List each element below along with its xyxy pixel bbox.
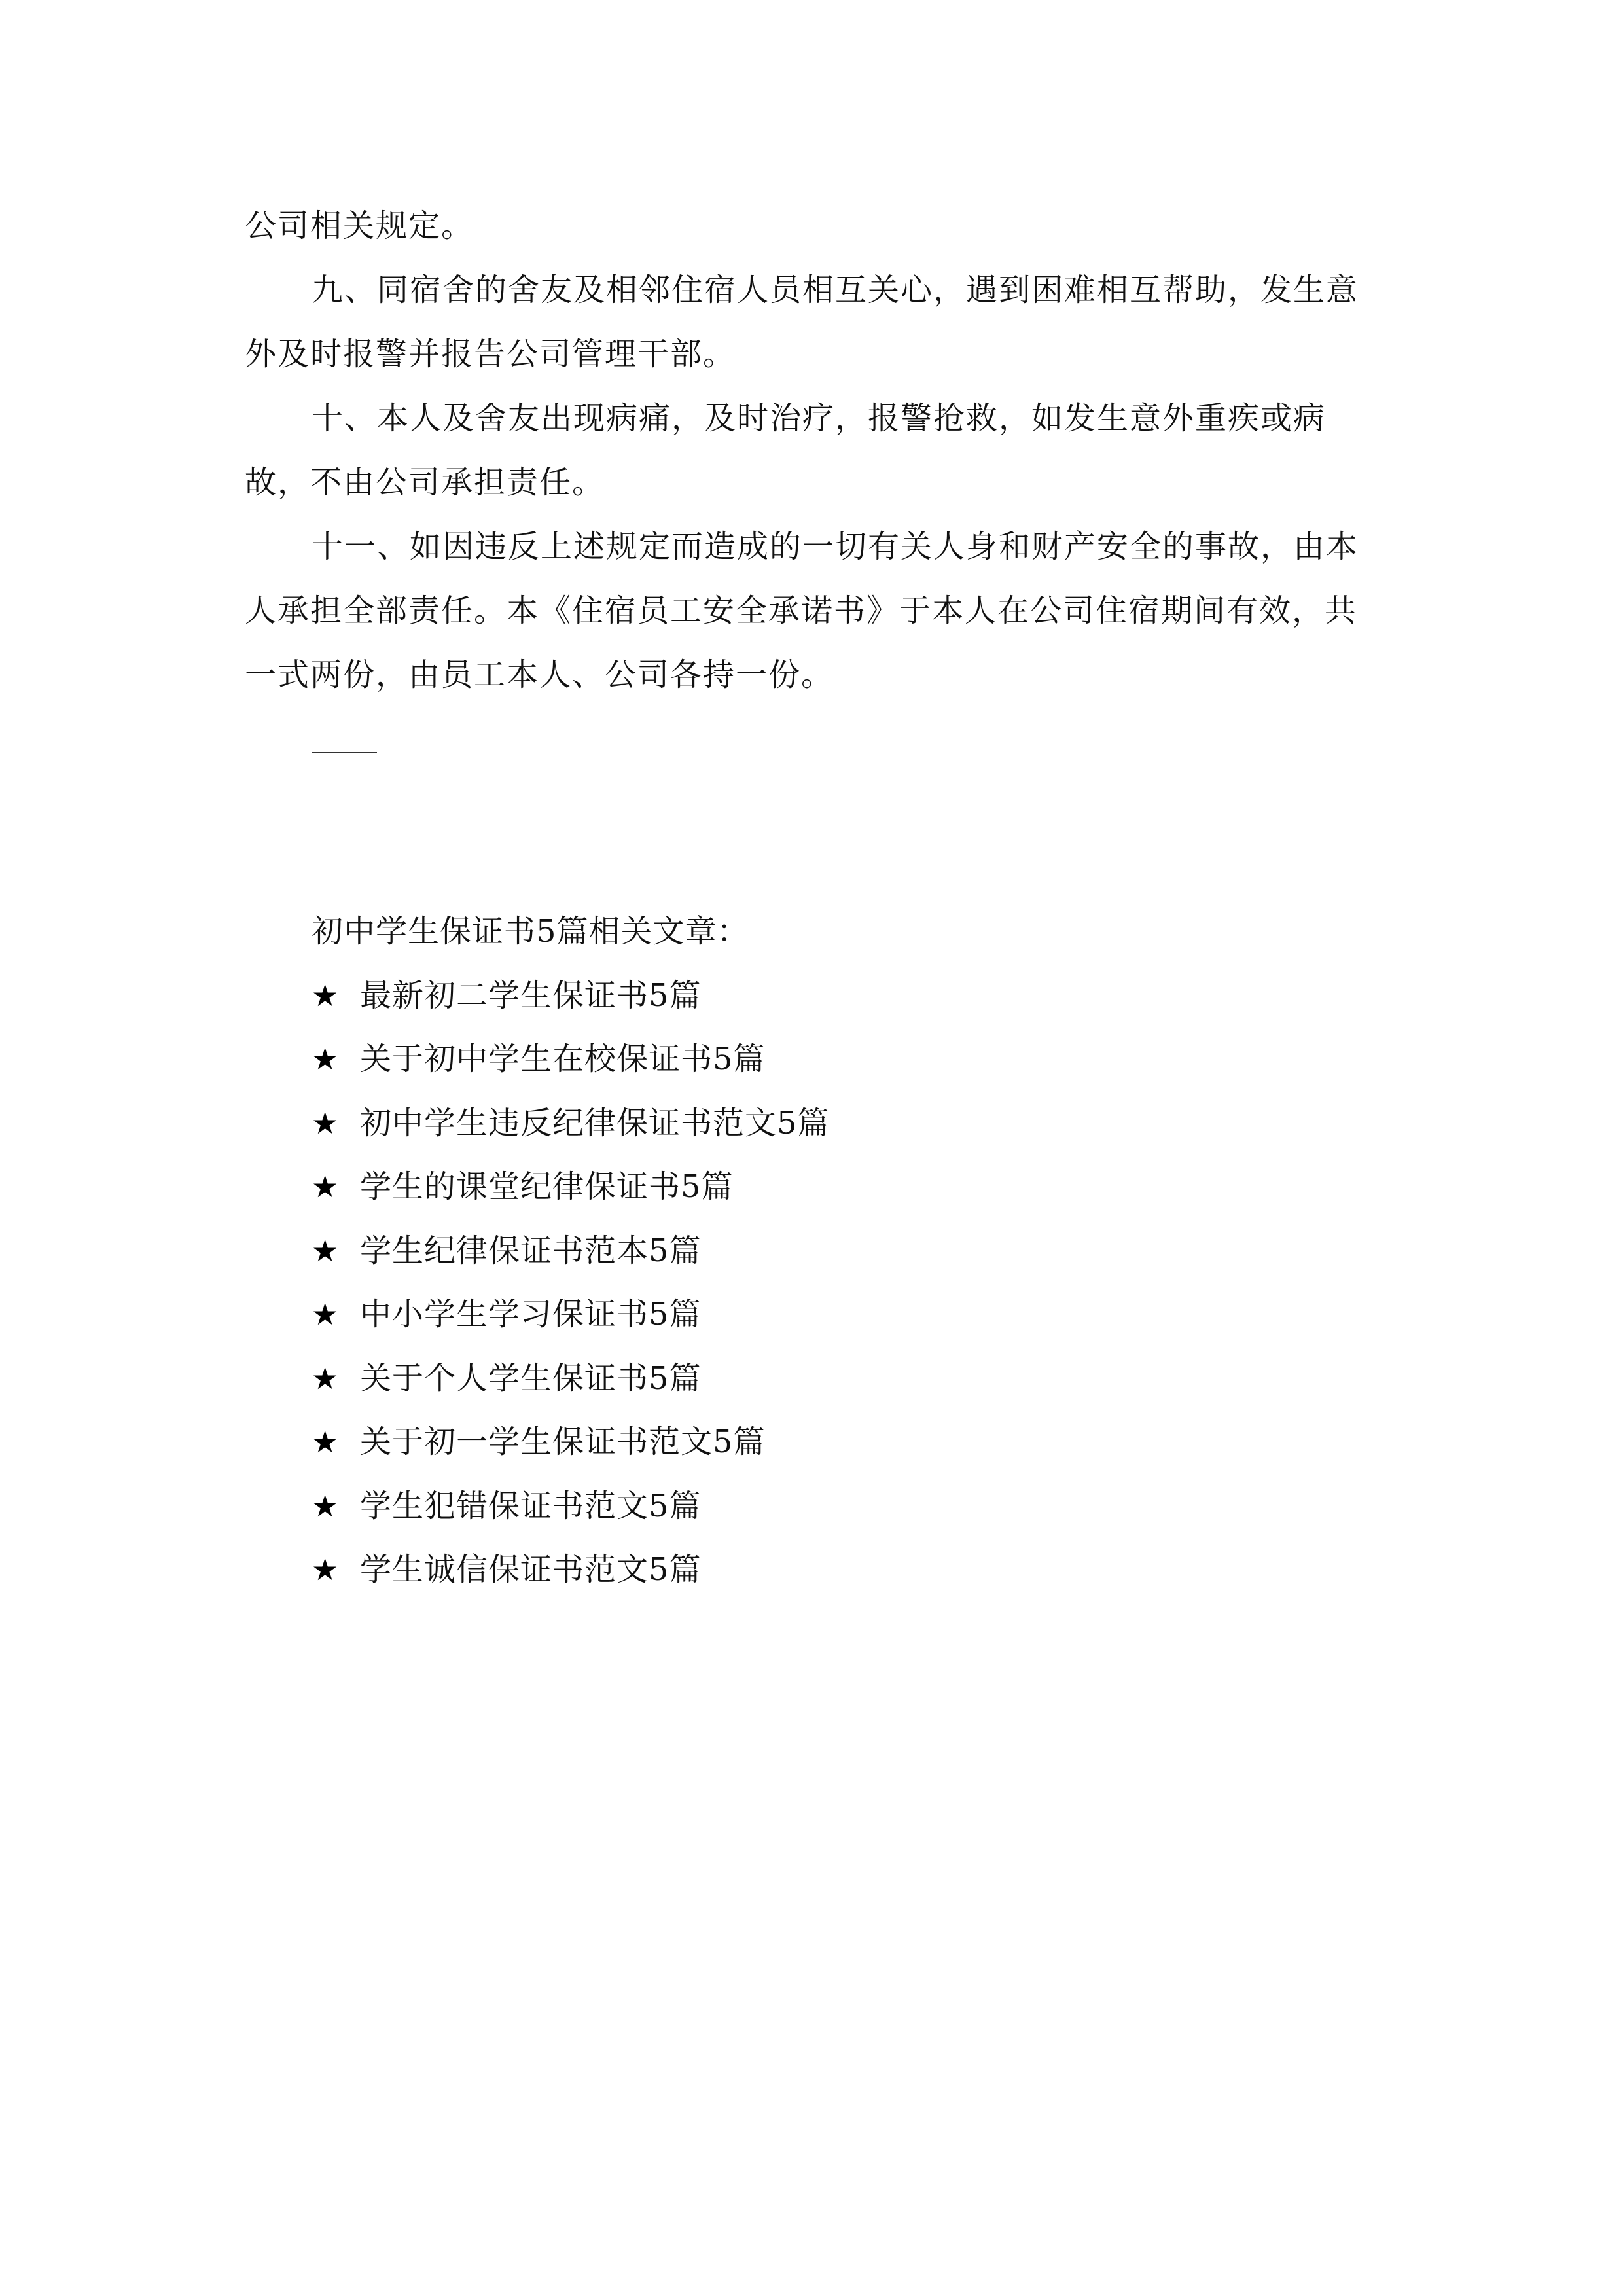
related-article-item[interactable] bbox=[312, 1347, 830, 1411]
related-article-item[interactable] bbox=[312, 1155, 830, 1219]
related-article-link[interactable]: 学生的课堂纪律保证书5篇 bbox=[360, 1168, 734, 1205]
related-article-link[interactable]: 关于个人学生保证书5篇 bbox=[360, 1359, 702, 1397]
related-article-link[interactable]: 学生纪律保证书范本5篇 bbox=[360, 1232, 702, 1269]
paragraph-continuation: 公司相关规定。 bbox=[245, 207, 474, 244]
related-article-item[interactable] bbox=[312, 1028, 830, 1092]
star-icon: ★ bbox=[312, 1552, 340, 1587]
paragraph-item-9: 九、同宿舍的舍友及相邻住宿人员相互关心，遇到困难相互帮助，发生意外及时报警并报告公司管理干部。 bbox=[245, 272, 1359, 372]
related-articles bbox=[312, 900, 830, 1602]
related-article-link[interactable]: 关于初一学生保证书范文5篇 bbox=[360, 1424, 766, 1460]
related-article-item[interactable] bbox=[312, 1475, 830, 1539]
related-articles-list bbox=[312, 964, 830, 1602]
related-article-item[interactable] bbox=[312, 1283, 830, 1347]
related-article-link[interactable]: 关于初中学生在校保证书5篇 bbox=[360, 1041, 766, 1077]
star-icon: ★ bbox=[312, 1360, 340, 1396]
document-body bbox=[245, 194, 1383, 707]
star-icon: ★ bbox=[312, 1105, 340, 1141]
related-article-link[interactable]: 最新初二学生保证书5篇 bbox=[360, 977, 702, 1014]
paragraph-item-10: 十、本人及舍友出现病痛，及时治疗，报警抢救，如发生意外重疾或病故，不由公司承担责任。 bbox=[245, 400, 1327, 501]
related-article-link[interactable]: 初中学生违反纪律保证书范文5篇 bbox=[360, 1104, 830, 1141]
star-icon: ★ bbox=[312, 1041, 340, 1077]
separator-dash bbox=[312, 752, 377, 753]
paragraph-item-11: 十一、如因违反上述规定而造成的一切有关人身和财产安全的事故，由本人承担全部责任。本《住宿员工安全承诺书》于本人在公司住宿期间有效，共一式两份，由员工本人、公司各持一份。 bbox=[245, 528, 1359, 693]
related-article-item[interactable] bbox=[312, 964, 830, 1028]
star-icon: ★ bbox=[312, 1488, 340, 1524]
related-articles-title: 初中学生保证书5篇相关文章： bbox=[312, 913, 749, 950]
star-icon: ★ bbox=[312, 1424, 340, 1460]
related-article-item[interactable] bbox=[312, 1092, 830, 1156]
related-article-link[interactable]: 学生诚信保证书范文5篇 bbox=[360, 1551, 702, 1588]
related-article-item[interactable] bbox=[312, 1538, 830, 1602]
related-article-link[interactable]: 学生犯错保证书范文5篇 bbox=[360, 1487, 702, 1524]
related-article-link[interactable]: 中小学生学习保证书5篇 bbox=[360, 1296, 702, 1333]
related-article-item[interactable] bbox=[312, 1410, 830, 1475]
star-icon: ★ bbox=[312, 977, 340, 1013]
related-article-item[interactable] bbox=[312, 1219, 830, 1283]
star-icon: ★ bbox=[312, 1232, 340, 1268]
star-icon: ★ bbox=[312, 1169, 340, 1204]
star-icon: ★ bbox=[312, 1297, 340, 1332]
